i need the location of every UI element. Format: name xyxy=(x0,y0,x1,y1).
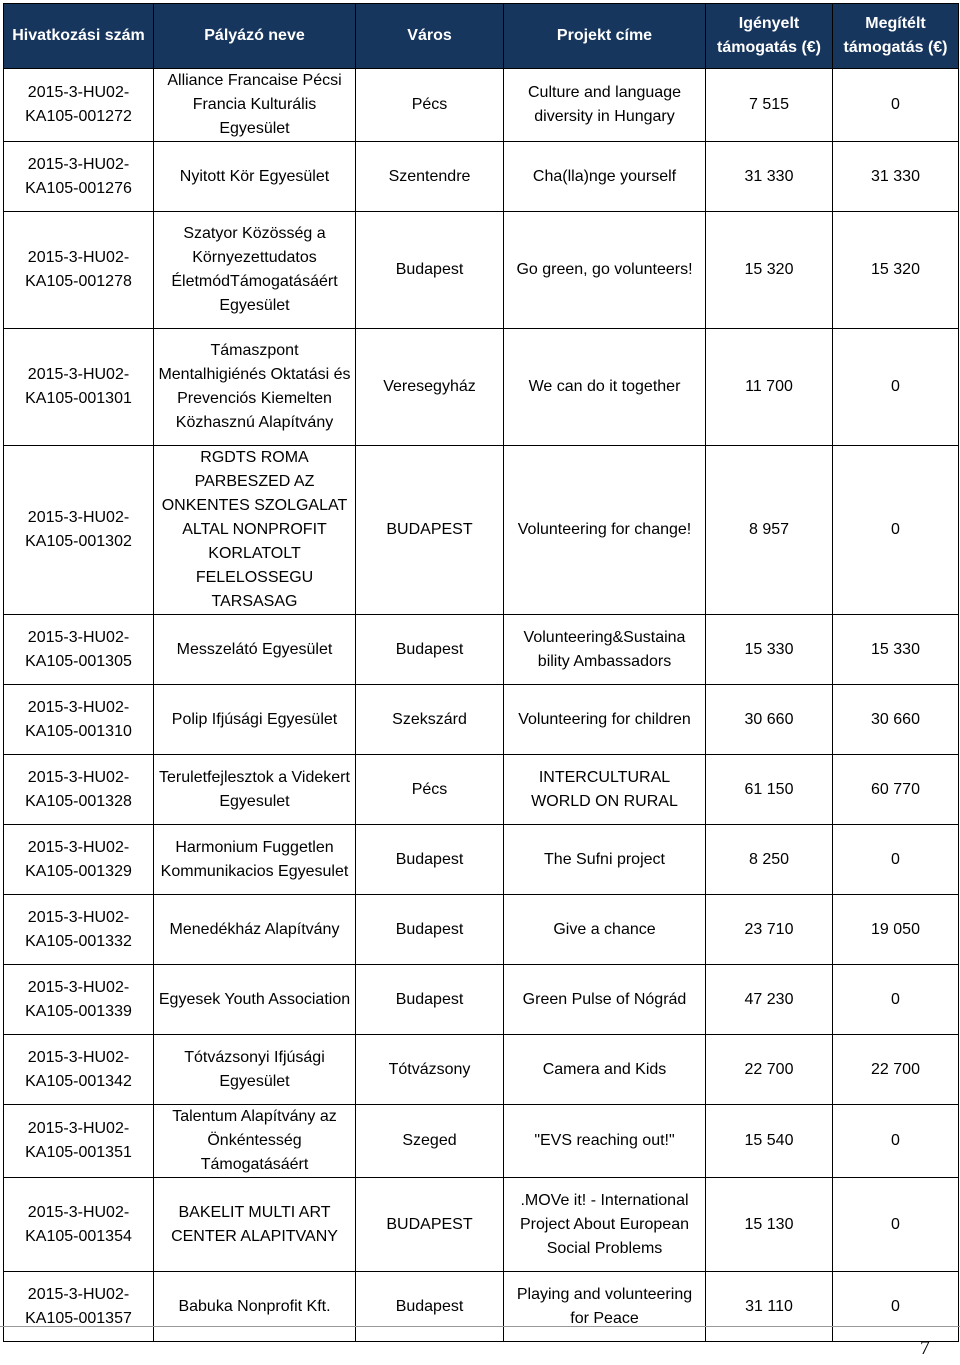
city-cell: Budapest xyxy=(356,965,504,1035)
city-cell: Tótvázsony xyxy=(356,1035,504,1105)
requested-amount-cell: 23 710 xyxy=(706,895,833,965)
header-granted-amount: Megítélt támogatás (€) xyxy=(833,4,959,69)
header-applicant-name: Pályázó neve xyxy=(154,4,356,69)
applicant-name-cell: Tótvázsonyi Ifjúsági Egyesület xyxy=(154,1035,356,1105)
city-cell: Budapest xyxy=(356,825,504,895)
applicant-name-cell: RGDTS ROMA PARBESZED AZ ONKENTES SZOLGALAT ALTAL NONPROFIT KORLATOLT FELELOSSEGU TARSASAG xyxy=(154,446,356,615)
grants-table xyxy=(3,3,959,1342)
applicant-name-cell: Polip Ifjúsági Egyesület xyxy=(154,685,356,755)
project-title-cell: "EVS reaching out!" xyxy=(504,1105,706,1178)
reference-number-cell: 2015-3-HU02-KA105-001329 xyxy=(4,825,154,895)
granted-amount-cell: 30 660 xyxy=(833,685,959,755)
table-row xyxy=(4,142,959,212)
requested-amount-cell: 30 660 xyxy=(706,685,833,755)
city-cell: BUDAPEST xyxy=(356,446,504,615)
requested-amount-cell: 22 700 xyxy=(706,1035,833,1105)
granted-amount-cell: 22 700 xyxy=(833,1035,959,1105)
granted-amount-cell: 0 xyxy=(833,1178,959,1272)
project-title-cell: We can do it together xyxy=(504,329,706,446)
project-title-cell: INTERCULTURAL WORLD ON RURAL xyxy=(504,755,706,825)
applicant-name-cell: Támaszpont Mentalhigiénés Oktatási és Prevenciós Kiemelten Közhasznú Alapítvány xyxy=(154,329,356,446)
table-row xyxy=(4,895,959,965)
granted-amount-cell: 0 xyxy=(833,69,959,142)
reference-number-cell: 2015-3-HU02-KA105-001305 xyxy=(4,615,154,685)
city-cell: Szentendre xyxy=(356,142,504,212)
project-title-cell: Cha(lla)nge yourself xyxy=(504,142,706,212)
table-row xyxy=(4,755,959,825)
applicant-name-cell: Szatyor Közösség a Környezettudatos ÉletmódTámogatásáért Egyesület xyxy=(154,212,356,329)
table-row xyxy=(4,965,959,1035)
applicant-name-cell: Menedékház Alapítvány xyxy=(154,895,356,965)
header-reference-number: Hivatkozási szám xyxy=(4,4,154,69)
applicant-name-cell: Egyesek Youth Association xyxy=(154,965,356,1035)
reference-number-cell: 2015-3-HU02-KA105-001276 xyxy=(4,142,154,212)
requested-amount-cell: 11 700 xyxy=(706,329,833,446)
project-title-cell: Culture and language diversity in Hungary xyxy=(504,69,706,142)
project-title-cell: Camera and Kids xyxy=(504,1035,706,1105)
project-title-cell: Volunteering for change! xyxy=(504,446,706,615)
requested-amount-cell: 7 515 xyxy=(706,69,833,142)
project-title-cell: Go green, go volunteers! xyxy=(504,212,706,329)
reference-number-cell: 2015-3-HU02-KA105-001342 xyxy=(4,1035,154,1105)
header-city: Város xyxy=(356,4,504,69)
requested-amount-cell: 15 540 xyxy=(706,1105,833,1178)
applicant-name-cell: Talentum Alapítvány az Önkéntesség Támogatásáért xyxy=(154,1105,356,1178)
reference-number-cell: 2015-3-HU02-KA105-001310 xyxy=(4,685,154,755)
granted-amount-cell: 0 xyxy=(833,329,959,446)
city-cell: Pécs xyxy=(356,755,504,825)
granted-amount-cell: 0 xyxy=(833,1105,959,1178)
requested-amount-cell: 8 250 xyxy=(706,825,833,895)
granted-amount-cell: 31 330 xyxy=(833,142,959,212)
reference-number-cell: 2015-3-HU02-KA105-001357 xyxy=(4,1272,154,1342)
table-row xyxy=(4,615,959,685)
city-cell: Budapest xyxy=(356,615,504,685)
granted-amount-cell: 0 xyxy=(833,825,959,895)
reference-number-cell: 2015-3-HU02-KA105-001339 xyxy=(4,965,154,1035)
requested-amount-cell: 15 130 xyxy=(706,1178,833,1272)
applicant-name-cell: Babuka Nonprofit Kft. xyxy=(154,1272,356,1342)
requested-amount-cell: 8 957 xyxy=(706,446,833,615)
city-cell: Veresegyház xyxy=(356,329,504,446)
requested-amount-cell: 31 110 xyxy=(706,1272,833,1342)
reference-number-cell: 2015-3-HU02-KA105-001354 xyxy=(4,1178,154,1272)
table-row xyxy=(4,1178,959,1272)
city-cell: Szekszárd xyxy=(356,685,504,755)
project-title-cell: Give a chance xyxy=(504,895,706,965)
reference-number-cell: 2015-3-HU02-KA105-001302 xyxy=(4,446,154,615)
applicant-name-cell: Messzelátó Egyesület xyxy=(154,615,356,685)
reference-number-cell: 2015-3-HU02-KA105-001301 xyxy=(4,329,154,446)
reference-number-cell: 2015-3-HU02-KA105-001278 xyxy=(4,212,154,329)
city-cell: Szeged xyxy=(356,1105,504,1178)
header-project-title: Projekt címe xyxy=(504,4,706,69)
reference-number-cell: 2015-3-HU02-KA105-001272 xyxy=(4,69,154,142)
requested-amount-cell: 47 230 xyxy=(706,965,833,1035)
page-divider xyxy=(0,1326,960,1327)
table-row xyxy=(4,1105,959,1178)
table-row xyxy=(4,446,959,615)
requested-amount-cell: 31 330 xyxy=(706,142,833,212)
table-row xyxy=(4,69,959,142)
city-cell: BUDAPEST xyxy=(356,1178,504,1272)
header-row xyxy=(4,4,959,69)
applicant-name-cell: Harmonium Fuggetlen Kommunikacios Egyesulet xyxy=(154,825,356,895)
city-cell: Budapest xyxy=(356,1272,504,1342)
city-cell: Budapest xyxy=(356,895,504,965)
applicant-name-cell: Nyitott Kör Egyesület xyxy=(154,142,356,212)
header-requested-amount: Igényelt támogatás (€) xyxy=(706,4,833,69)
table-row xyxy=(4,1035,959,1105)
table-row xyxy=(4,825,959,895)
applicant-name-cell: Teruletfejlesztok a Videkert Egyesulet xyxy=(154,755,356,825)
requested-amount-cell: 15 330 xyxy=(706,615,833,685)
granted-amount-cell: 0 xyxy=(833,965,959,1035)
page-number: 7 xyxy=(920,1337,930,1359)
requested-amount-cell: 61 150 xyxy=(706,755,833,825)
project-title-cell: Green Pulse of Nógrád xyxy=(504,965,706,1035)
city-cell: Budapest xyxy=(356,212,504,329)
applicant-name-cell: BAKELIT MULTI ART CENTER ALAPITVANY xyxy=(154,1178,356,1272)
table-row xyxy=(4,1272,959,1342)
granted-amount-cell: 15 330 xyxy=(833,615,959,685)
reference-number-cell: 2015-3-HU02-KA105-001332 xyxy=(4,895,154,965)
applicant-name-cell: Alliance Francaise Pécsi Francia Kulturális Egyesület xyxy=(154,69,356,142)
granted-amount-cell: 0 xyxy=(833,446,959,615)
reference-number-cell: 2015-3-HU02-KA105-001328 xyxy=(4,755,154,825)
table-row xyxy=(4,329,959,446)
requested-amount-cell: 15 320 xyxy=(706,212,833,329)
table-row xyxy=(4,212,959,329)
city-cell: Pécs xyxy=(356,69,504,142)
project-title-cell: .MOVe it! - International Project About European Social Problems xyxy=(504,1178,706,1272)
table-row xyxy=(4,685,959,755)
granted-amount-cell: 0 xyxy=(833,1272,959,1342)
granted-amount-cell: 15 320 xyxy=(833,212,959,329)
project-title-cell: Volunteering&Sustaina bility Ambassadors xyxy=(504,615,706,685)
project-title-cell: Playing and volunteering for Peace xyxy=(504,1272,706,1342)
project-title-cell: The Sufni project xyxy=(504,825,706,895)
project-title-cell: Volunteering for children xyxy=(504,685,706,755)
reference-number-cell: 2015-3-HU02-KA105-001351 xyxy=(4,1105,154,1178)
granted-amount-cell: 60 770 xyxy=(833,755,959,825)
granted-amount-cell: 19 050 xyxy=(833,895,959,965)
